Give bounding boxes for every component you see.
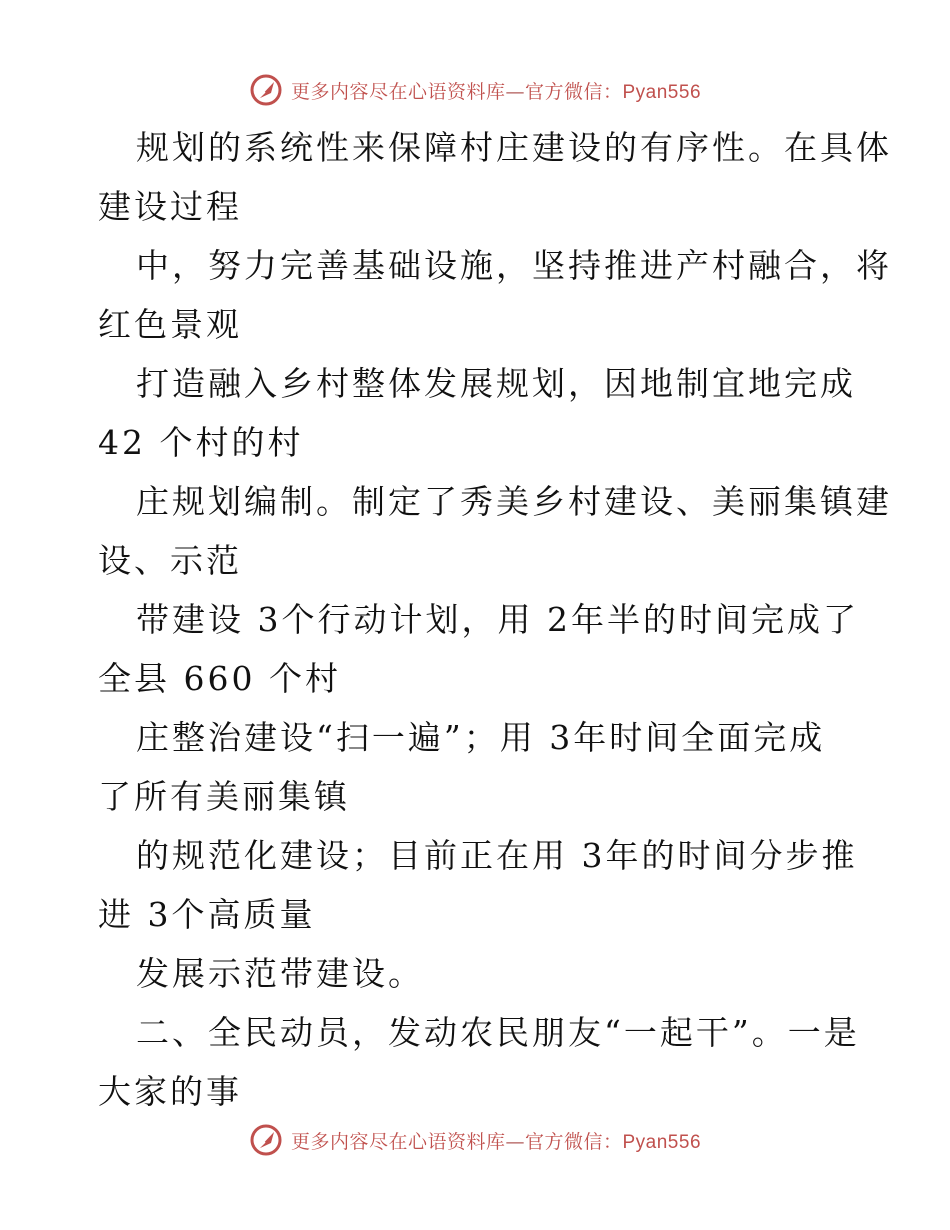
text-line: 全县 660 个村 xyxy=(98,659,341,698)
text-line: 二、全民动员，发动农民朋友“一起干”。一是 xyxy=(136,1013,860,1052)
document-body xyxy=(98,118,892,1121)
text-line: 打造融入乡村整体发展规划，因地制宜地完成 xyxy=(136,364,856,403)
footer-watermark-banner xyxy=(0,1120,950,1160)
text-line: 的规范化建设；目前正在用 3年的时间分步推 xyxy=(136,836,858,875)
text-line: 了所有美丽集镇 xyxy=(98,777,350,816)
text-line: 进 3个高质量 xyxy=(98,895,316,934)
text-line: 42 个村的村 xyxy=(98,423,304,462)
text-line: 设、示范 xyxy=(98,541,242,580)
text-line: 大家的事 xyxy=(98,1072,242,1111)
text-line: 红色景观 xyxy=(98,305,242,344)
text-line: 庄整治建设“扫一遍”；用 3年时间全面完成 xyxy=(136,718,826,757)
banner-text: 更多内容尽在心语资料库—官方微信：Pyan556 xyxy=(290,1130,702,1153)
text-line: 庄规划编制。制定了秀美乡村建设、美丽集镇建 xyxy=(136,482,892,521)
text-line: 建设过程 xyxy=(98,187,242,226)
text-line: 规划的系统性来保障村庄建设的有序性。在具体 xyxy=(136,128,892,167)
text-line: 中，努力完善基础设施，坚持推进产村融合，将 xyxy=(136,246,892,285)
text-line: 发展示范带建设。 xyxy=(136,954,424,993)
red-feather-pen-logo-icon xyxy=(249,73,283,107)
banner-text: 更多内容尽在心语资料库—官方微信：Pyan556 xyxy=(290,80,702,103)
header-watermark-banner xyxy=(0,70,950,110)
text-line: 带建设 3个行动计划，用 2年半的时间完成了 xyxy=(136,600,859,639)
red-feather-pen-logo-icon xyxy=(249,1123,283,1157)
